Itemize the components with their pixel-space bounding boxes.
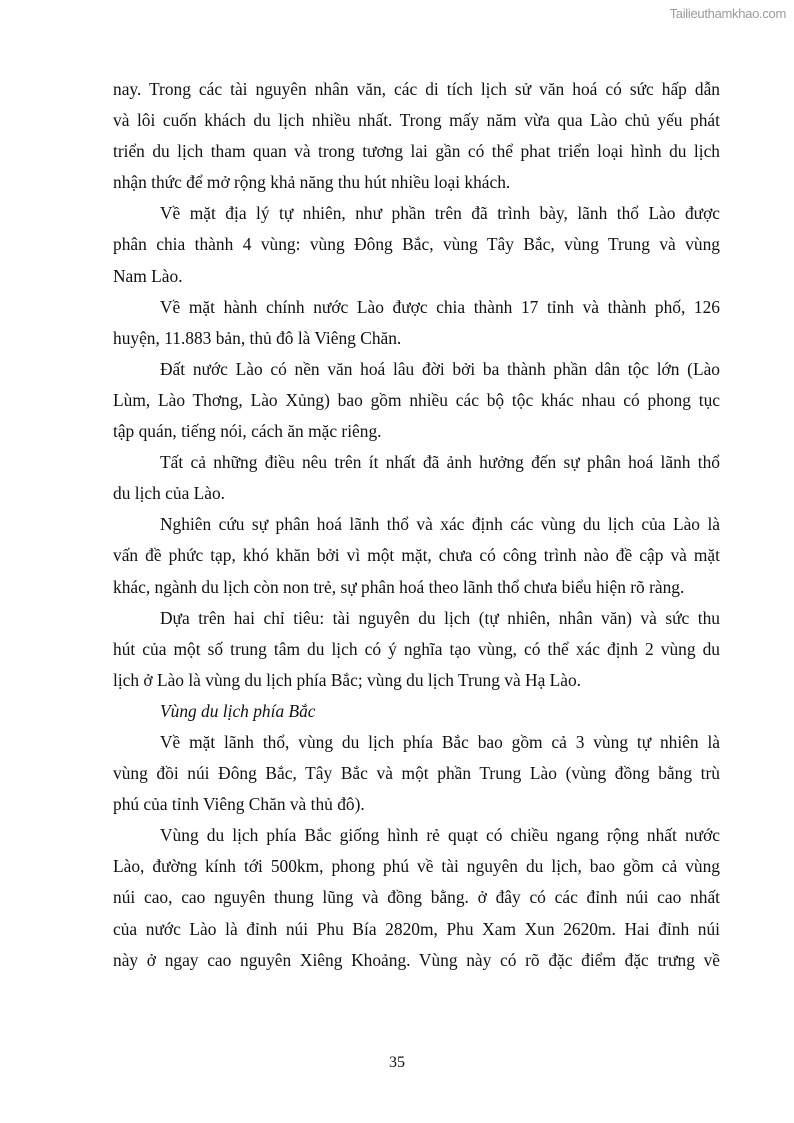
text-line: của nước Lào là đỉnh núi Phu Bía 2820m, Phu Xam Xun 2620m. Hai đỉnh núi: [113, 918, 720, 939]
text-line: Nghiên cứu sự phân hoá lãnh thổ và xác định các vùng du lịch của Lào là: [160, 514, 720, 535]
text-line: Đất nước Lào có nền văn hoá lâu đời bởi ba thành phần dân tộc lớn (Lào: [160, 358, 720, 379]
watermark: Tailieuthamkhao.com: [669, 6, 786, 21]
text-line: và lôi cuốn khách du lịch nhiều nhất. Trong mấy năm vừa qua Lào chủ yếu phát: [113, 110, 720, 131]
text-line: hút của một số trung tâm du lịch có ý nghĩa tạo vùng, có thể xác định 2 vùng du: [113, 638, 720, 659]
text-line: nay. Trong các tài nguyên nhân văn, các di tích lịch sử văn hoá có sức hấp dẫn: [113, 79, 720, 99]
text-line: Dựa trên hai chỉ tiêu: tài nguyên du lịch (tự nhiên, nhân văn) và sức thu: [160, 607, 720, 628]
text-line: tập quán, tiếng nói, cách ăn mặc riêng.: [113, 421, 382, 442]
text-line: lịch ở Lào là vùng du lịch phía Bắc; vùng du lịch Trung và Hạ Lào.: [113, 669, 582, 690]
text-line: Lùm, Lào Thơng, Lào Xủng) bao gồm nhiều các bộ tộc khác nhau có phong tục: [113, 389, 720, 410]
text-line: khác, ngành du lịch còn non trẻ, sự phân hoá theo lãnh thổ chưa biểu hiện rõ ràng.: [113, 576, 685, 597]
text-line: Về mặt lãnh thổ, vùng du lịch phía Bắc bao gồm cả 3 vùng tự nhiên là: [160, 731, 720, 752]
text-line: vấn đề phức tạp, khó khăn bởi vì một mặt, chưa có công trình nào đề cập và mặt: [113, 545, 720, 566]
text-line: Về mặt địa lý tự nhiên, như phần trên đã trình bày, lãnh thổ Lào được: [160, 203, 720, 224]
text-line: này ở ngay cao nguyên Xiêng Khoảng. Vùng này có rõ đặc điểm đặc trưng về: [113, 949, 720, 970]
text-line: huyện, 11.883 bản, thủ đô là Viêng Chăn.: [113, 327, 402, 348]
text-line: nhận thức để mở rộng khả năng thu hút nhiều loại khách.: [113, 172, 511, 193]
text-line: du lịch của Lào.: [113, 483, 226, 504]
section-heading: Vùng du lịch phía Bắc: [160, 700, 316, 721]
body-text: [113, 74, 720, 976]
text-line: phân chia thành 4 vùng: vùng Đông Bắc, vùng Tây Bắc, vùng Trung và vùng: [113, 234, 720, 255]
text-line: núi cao, cao nguyên thung lũng và đồng bằng. ở đây có các đỉnh núi cao nhất: [113, 887, 720, 908]
text-line: Về mặt hành chính nước Lào được chia thành 17 tỉnh và thành phố, 126: [160, 296, 720, 317]
text-line: vùng đồi núi Đông Bắc, Tây Bắc và một phần Trung Lào (vùng đồng bằng trù: [113, 763, 720, 784]
page-number: 35: [389, 1054, 405, 1071]
text-line: Tất cả những điều nêu trên ít nhất đã ảnh hưởng đến sự phân hoá lãnh thổ: [160, 452, 720, 473]
text-line: phú của tỉnh Viêng Chăn và thủ đô).: [113, 794, 365, 815]
text-line: Vùng du lịch phía Bắc giống hình rẻ quạt có chiều ngang rộng nhất nước: [160, 825, 720, 846]
text-line: triển du lịch tham quan và trong tương lai gần có thể phat triển loại hình du lịch: [113, 141, 720, 162]
text-line: Nam Lào.: [113, 265, 183, 286]
text-line: Lào, đường kính tới 500km, phong phú về tài nguyên du lịch, bao gồm cả vùng: [113, 856, 720, 877]
